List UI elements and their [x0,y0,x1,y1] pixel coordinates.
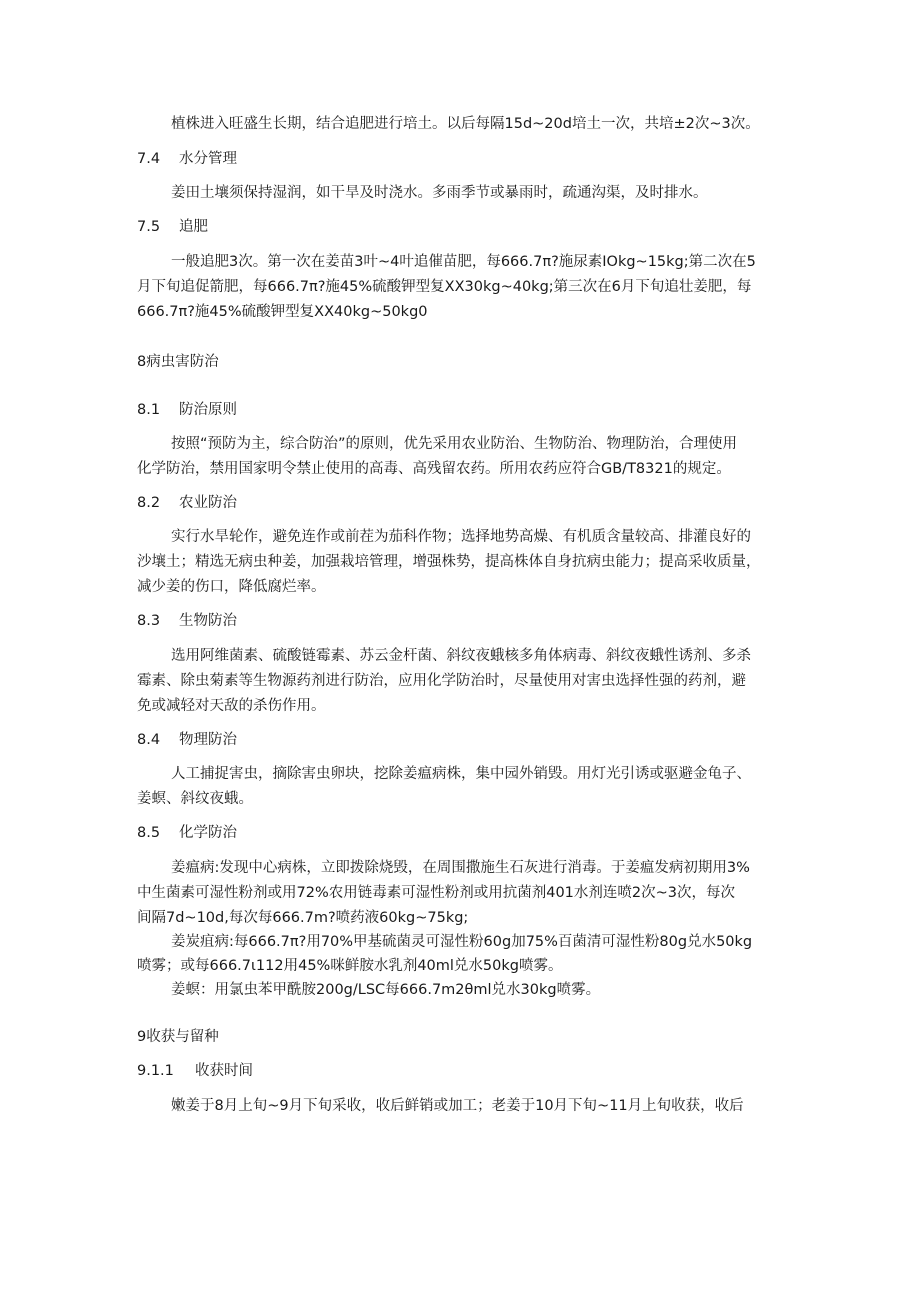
section-number: 8.4 [137,732,161,748]
section-title: 生物防治 [179,613,237,629]
chapter-heading-9: 9收获与留种 [137,1029,219,1045]
paragraph-line: 沙壤土；精选无病虫种姜，加强栽培管理，增强株势，提高株体自身抗病虫能力；提高采收质量， [137,554,761,570]
section-title: 追肥 [179,219,208,235]
section-heading-8-2 [137,493,237,513]
paragraph-line: 姜田土壤须保持湿润，如干旱及时浇水。多雨季节或暴雨时，疏通沟渠，及时排水。 [171,185,708,201]
section-title: 收获时间 [195,1063,253,1079]
paragraph-line: 一般追肥3次。第一次在姜苗3叶~4叶追催苗肥，每666.7π?施尿素IOkg~15kg;第二次在5 [171,254,756,270]
paragraph-line: 化学防治，禁用国家明令禁止使用的高毒、高残留农药。所用农药应符合GB/T8321的规定。 [137,461,731,477]
section-title: 农业防治 [179,495,237,511]
section-heading-7-4 [137,149,237,169]
section-title: 防治原则 [179,402,237,418]
section-number: 8.5 [137,825,161,841]
paragraph-line: 减少姜的伤口，降低腐烂率。 [137,579,326,595]
section-heading-8-5 [137,823,237,843]
paragraph-line: 实行水旱轮作，避免连作或前茬为茄科作物；选择地势高燥、有机质含量较高、排灌良好的 [171,529,751,545]
section-heading-8-1 [137,400,237,420]
section-number: 9.1.1 [137,1063,174,1079]
section-heading-8-4 [137,730,237,750]
paragraph-line: 666.7π?施45%硫酸钾型复XX40kg~50kg0 [137,304,428,320]
paragraph-line: 嫩姜于8月上旬~9月下旬采收，收后鲜销或加工；老姜于10月下旬~11月上旬收获，收后 [171,1098,744,1114]
section-title: 化学防治 [179,825,237,841]
chapter-heading-8: 8病虫害防治 [137,354,219,370]
section-heading-8-3 [137,611,237,631]
section-number: 7.5 [137,219,161,235]
paragraph-line: 姜瘟病:发现中心病株，立即拨除烧毁，在周围撒施生石灰进行消毒。于姜瘟发病初期用3% [171,860,750,876]
section-number: 8.1 [137,402,161,418]
paragraph-line: 选用阿维菌素、硫酸链霉素、苏云金杆菌、斜纹夜蛾核多角体病毒、斜纹夜蛾性诱剂、多杀 [171,648,751,664]
paragraph-line: 植株进入旺盛生长期，结合追肥进行培土。以后每隔15d~20d培土一次，共培±2次~3次。 [171,116,760,132]
paragraph-line: 姜炭疽病:每666.7π?用70%甲基硫菌灵可湿性粉60g加75%百菌清可湿性粉80g兑水50kg [171,934,753,950]
section-title: 水分管理 [179,151,237,167]
section-title: 物理防治 [179,732,237,748]
paragraph-line: 月下旬追促箭肥，每666.7π?施45%硫酸钾型复XX30kg~40kg;第三次在6月下旬追壮姜肥，每 [137,279,752,295]
paragraph-line: 间隔7d~10d,每次每666.7m?喷药液60kg~75kg; [137,910,469,926]
section-number: 8.3 [137,613,161,629]
paragraph-line: 喷雾；或每666.7ι112用45%咪鲜胺水乳剂40ml兑水50kg喷雾。 [137,958,563,974]
paragraph-line: 姜螟：用氯虫苯甲酰胺200g∕LSC每666.7m2θml兑水30kg喷雾。 [171,982,601,998]
paragraph-line: 霉素、除虫菊素等生物源药剂进行防治，应用化学防治时，尽量使用对害虫选择性强的药剂，避 [137,673,746,689]
section-heading-9-1-1 [137,1061,253,1081]
paragraph-line: 免或减轻对天敌的杀伤作用。 [137,698,326,714]
paragraph-line: 中生菌素可湿性粉剂或用72%农用链毒素可湿性粉剂或用抗菌剂401水剂连喷2次~3次，每次 [137,885,736,901]
paragraph-line: 按照“预防为主，综合防治”的原则，优先采用农业防治、生物防治、物理防治，合理使用 [171,436,738,452]
section-number: 8.2 [137,495,161,511]
section-number: 7.4 [137,151,161,167]
paragraph-line: 姜螟、斜纹夜蛾。 [137,791,253,807]
section-heading-7-5 [137,217,208,237]
paragraph-line: 人工捕捉害虫，摘除害虫卵块，挖除姜瘟病株，集中园外销毁。用灯光引诱或驱避金龟子、 [171,766,751,782]
